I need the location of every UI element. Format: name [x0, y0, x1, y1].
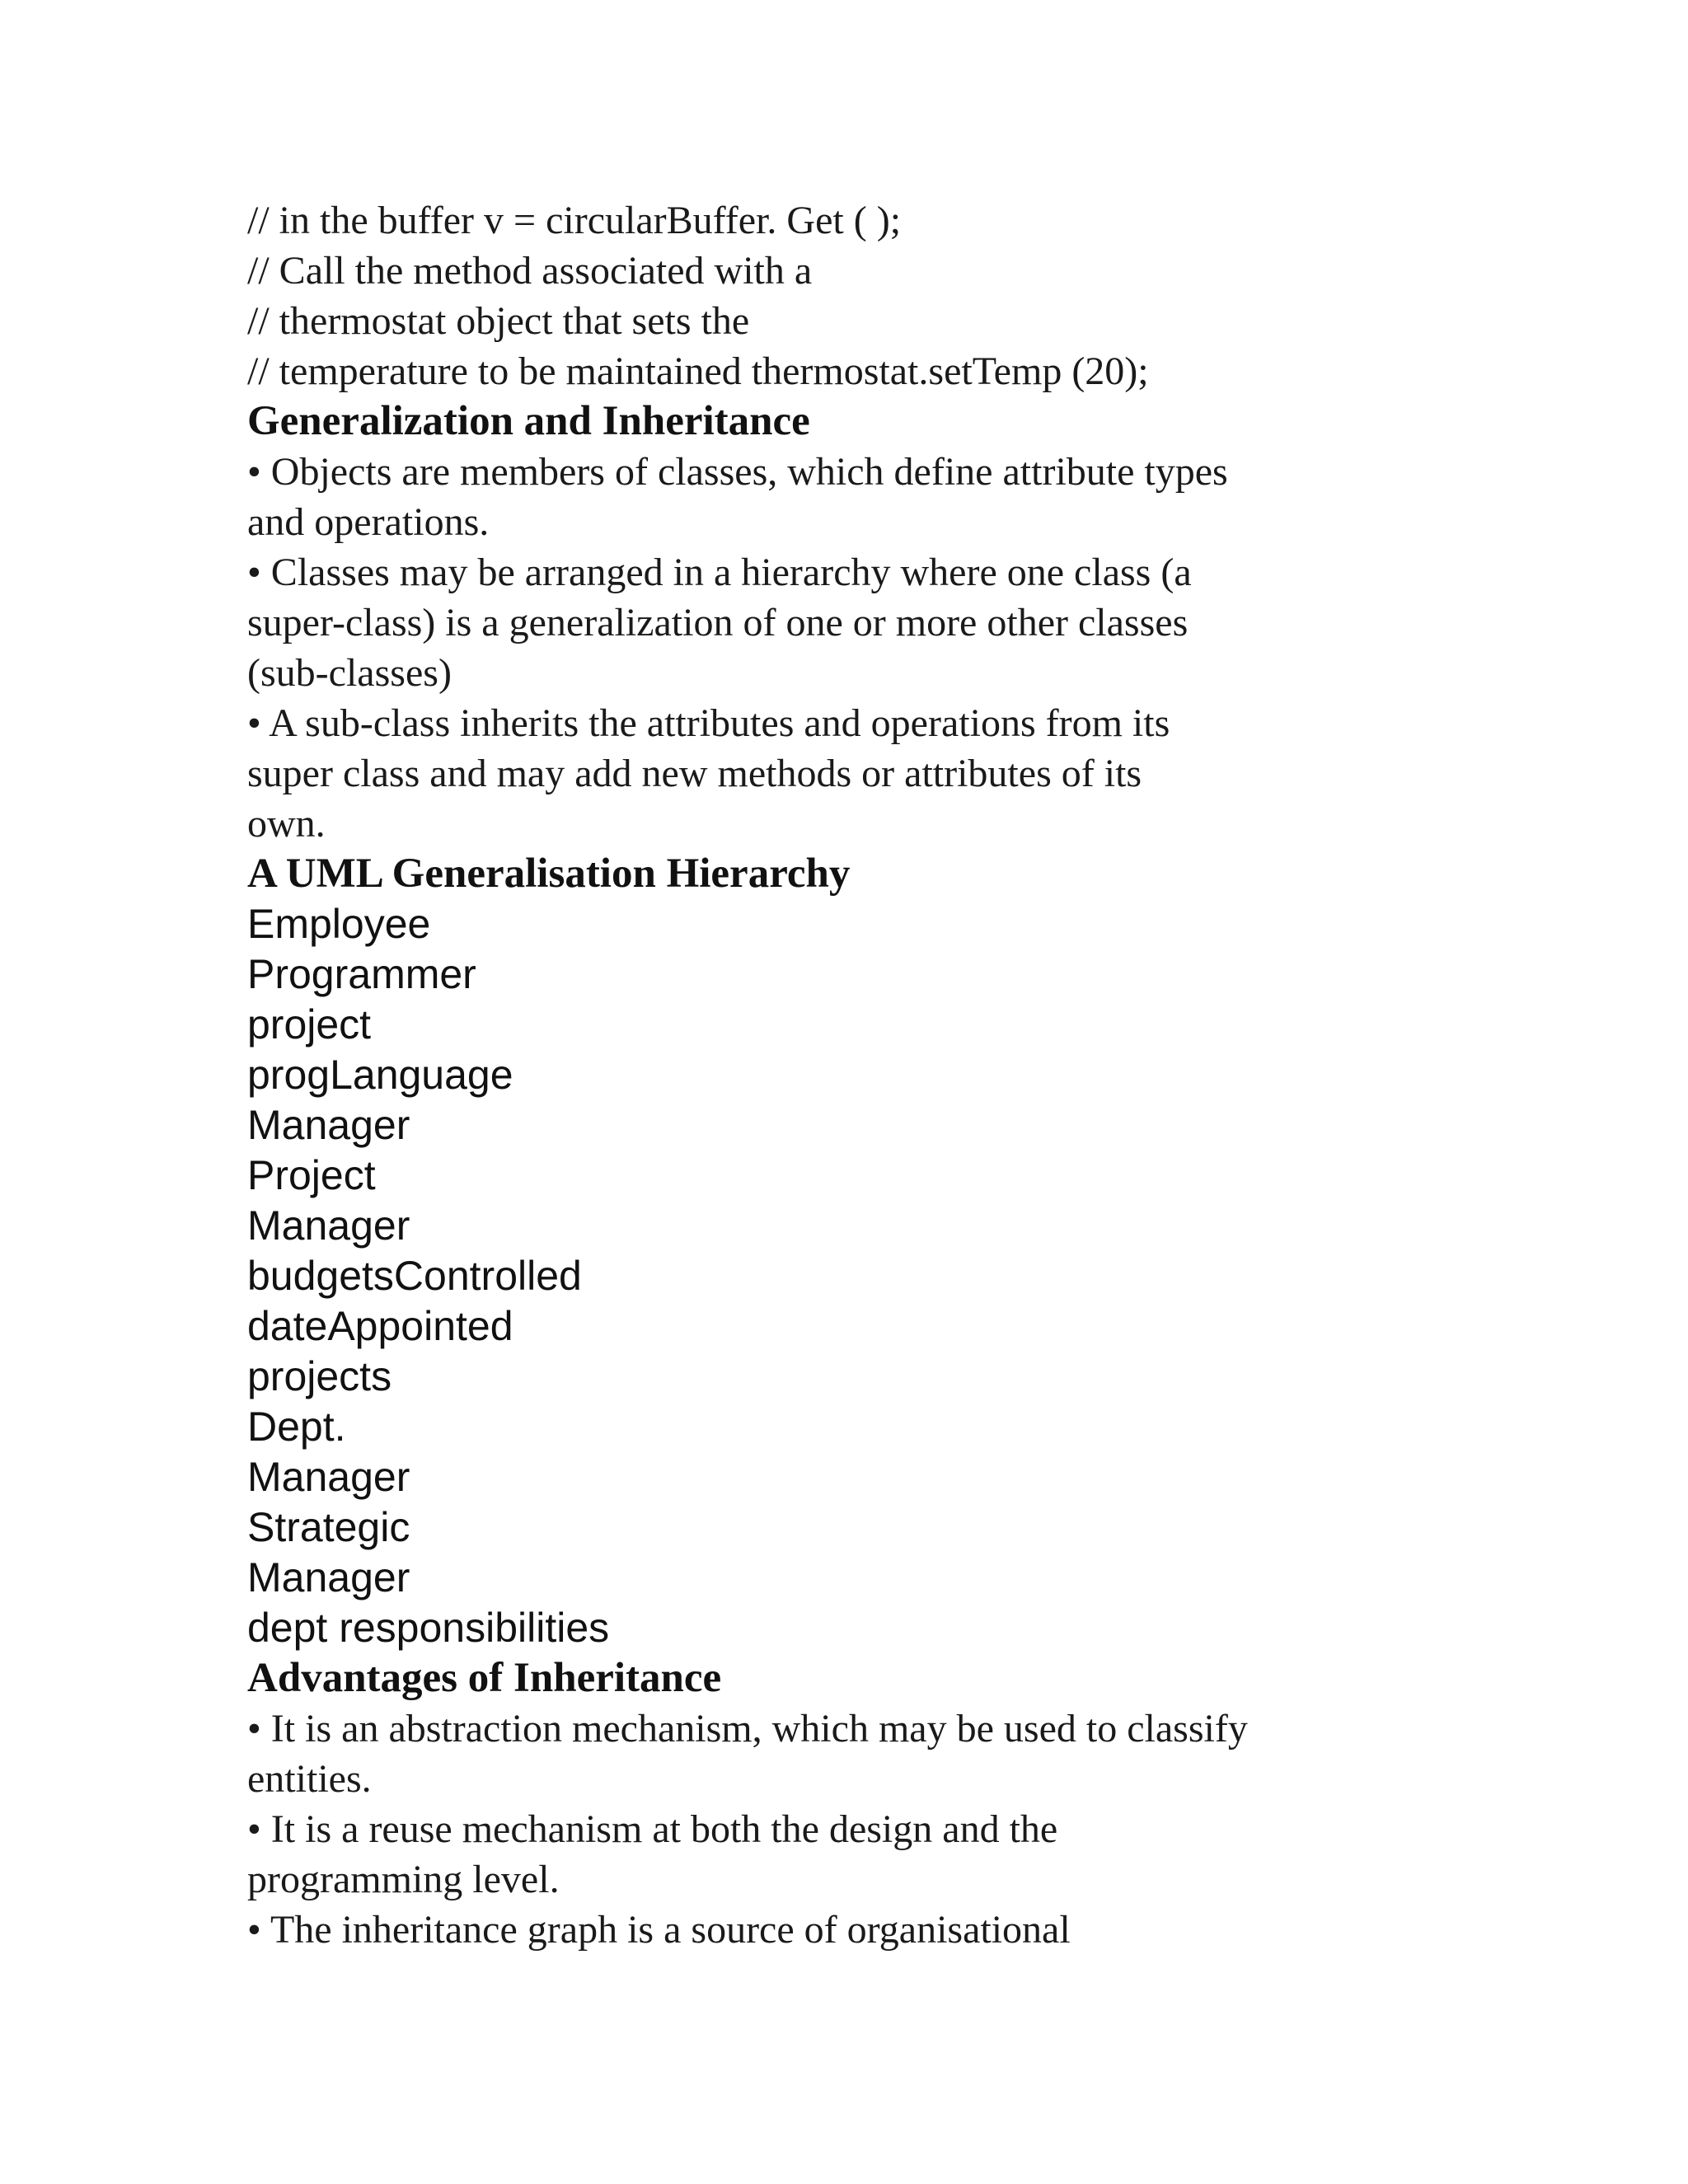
generalization-section — [247, 396, 1401, 849]
bullet-item — [247, 1704, 1401, 1804]
bullet-item — [247, 447, 1401, 547]
uml-label: Manager — [247, 1102, 410, 1148]
uml-label: Manager — [247, 1454, 410, 1500]
code-comment-line: // temperature to be maintained thermostat.setTemp (20); — [247, 349, 1149, 393]
bullet-text-line: • Classes may be arranged in a hierarchy where one class (a — [247, 551, 1192, 594]
bullet-text-line: and operations. — [247, 500, 490, 544]
uml-label: project — [247, 1001, 372, 1047]
uml-label: Programmer — [247, 951, 476, 997]
bullet-text-line: • A sub-class inherits the attributes and operations from its — [247, 701, 1170, 745]
bullet-text-line: • Objects are members of classes, which define attribute types — [247, 450, 1228, 494]
uml-label: dept responsibilities — [247, 1605, 610, 1651]
bullet-text-line: • The inheritance graph is a source of organisational — [247, 1908, 1071, 1952]
uml-label: projects — [247, 1353, 392, 1399]
uml-label: Dept. — [247, 1404, 346, 1450]
code-comment-line: // thermostat object that sets the — [247, 299, 750, 343]
bullet-text-line: • It is an abstraction mechanism, which may be used to classify — [247, 1707, 1248, 1750]
section-heading-advantages: Advantages of Inheritance — [247, 1655, 722, 1701]
uml-label: budgetsControlled — [247, 1253, 582, 1299]
uml-label: dateAppointed — [247, 1303, 513, 1349]
page-content — [247, 195, 1401, 1955]
uml-label: Strategic — [247, 1504, 410, 1550]
bullet-text-line: • It is a reuse mechanism at both the design and the — [247, 1807, 1058, 1851]
section-heading-generalization: Generalization and Inheritance — [247, 398, 810, 444]
bullet-text-line: (sub-classes) — [247, 651, 452, 695]
uml-label: Manager — [247, 1202, 410, 1249]
uml-label: progLanguage — [247, 1052, 513, 1098]
uml-diagram-labels — [247, 899, 1401, 1653]
uml-label: Employee — [247, 901, 431, 947]
advantages-section — [247, 1653, 1401, 1955]
code-comments-block — [247, 195, 1401, 396]
bullet-text-line: super-class) is a generalization of one or more other classes — [247, 601, 1189, 644]
bullet-item — [247, 1905, 1401, 1955]
bullet-text-line: own. — [247, 802, 326, 846]
section-heading-uml: A UML Generalisation Hierarchy — [247, 851, 851, 897]
bullet-item — [247, 547, 1401, 698]
bullet-text-line: programming level. — [247, 1858, 560, 1901]
bullet-text-line: super class and may add new methods or attributes of its — [247, 752, 1142, 795]
code-comment-line: // Call the method associated with a — [247, 249, 813, 293]
bullet-item — [247, 698, 1401, 849]
bullet-text-line: entities. — [247, 1757, 372, 1801]
uml-section — [247, 849, 1401, 1653]
code-comment-line: // in the buffer v = circularBuffer. Get ( ); — [247, 199, 902, 242]
bullet-item — [247, 1804, 1401, 1905]
uml-label: Manager — [247, 1554, 410, 1601]
uml-label: Project — [247, 1152, 376, 1198]
